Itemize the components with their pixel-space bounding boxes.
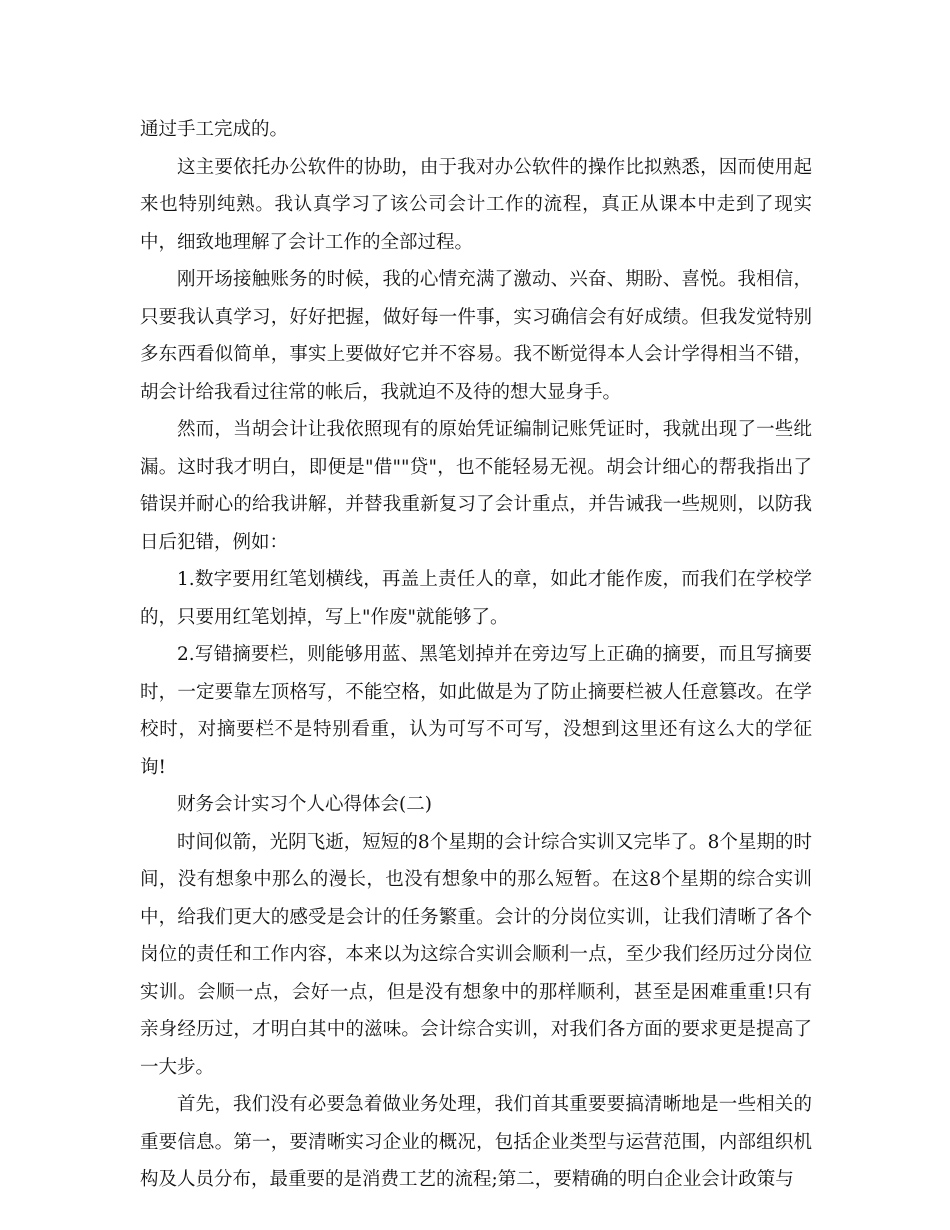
paragraph-first-contact: 刚开场接触账务的时候，我的心情充满了激动、兴奋、期盼、喜悦。我相信，只要我认真学习，好好把握，做好每一件事，实习确信会有好成绩。但我发觉特别多东西看似简单，事实上要做好它并不容易。我不断觉得本人会计学得相当不错，胡会计给我看过往常的帐后，我就迫不及待的想大显身手。 [140, 269, 812, 403]
document-body [140, 111, 812, 1199]
paragraph-mistakes: 然而，当胡会计让我依照现有的原始凭证编制记账凭证时，我就出现了一些纰漏。这时我才明白，即便是"借""贷"，也不能轻易无视。胡会计细心的帮我指出了错误并耐心的给我讲解，并替我重新复习了会计重点，并告诫我一些规则，以防我日后犯错，例如： [140, 419, 812, 553]
paragraph-continuation: 通过手工完成的。 [140, 119, 289, 140]
paragraph-office-software: 这主要依托办公软件的协助，由于我对办公软件的操作比拟熟悉，因而使用起来也特别纯熟。我认真学习了该公司会计工作的流程，真正从课本中走到了现实中，细致地理解了会计工作的全部过程。 [140, 156, 812, 253]
paragraph-first-steps: 首先，我们没有必要急着做业务处理，我们首其重要要搞清晰地是一些相关的重要信息。第一，要清晰实习企业的概况，包括企业类型与运营范围，内部组织机构及人员分布，最重要的是消费工艺的流程;第二，要精确的明白企业会计政策与 [140, 1094, 812, 1190]
paragraph-rule-2: 2.写错摘要栏，则能够用蓝、黑笔划掉并在旁边写上正确的摘要，而且写摘要时，一定要靠左顶格写，不能空格，如此做是为了防止摘要栏被人任意篡改。在学校时，对摘要栏不是特别看重，认为可写不可写，没想到这里还有这么大的学征询! [140, 644, 812, 778]
paragraph-rule-1: 1.数字要用红笔划横线，再盖上责任人的章，如此才能作废，而我们在学校学的，只要用红笔划掉，写上"作废"就能够了。 [140, 569, 812, 628]
paragraph-eight-weeks: 时间似箭，光阴飞逝，短短的8个星期的会计综合实训又完毕了。8个星期的时间，没有想象中那么的漫长，也没有想象中的那么短暂。在这8个星期的综合实训中，给我们更大的感受是会计的任务繁重。会计的分岗位实训，让我们清晰了各个岗位的责任和工作内容，本来以为这综合实训会顺利一点，至少我们经历过分岗位实训。会顺一点，会好一点，但是没有想象中的那样顺利，甚至是困难重重!只有亲身经历过，才明白其中的滋味。会计综合实训，对我们各方面的要求更是提高了一大步。 [140, 831, 812, 1078]
section-heading: 财务会计实习个人心得体会(二) [177, 794, 432, 815]
